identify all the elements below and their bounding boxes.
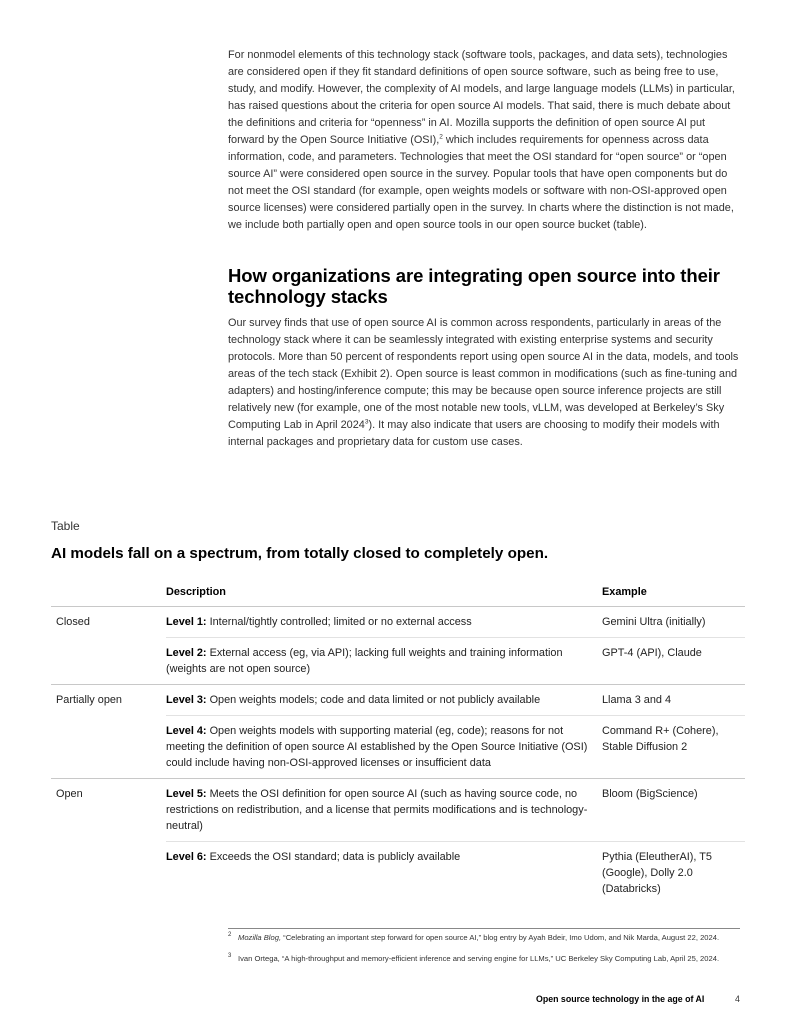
level-description: Internal/tightly controlled; limited or no external access	[206, 616, 472, 628]
row-category	[51, 638, 166, 685]
row-example: Gemini Ultra (initially)	[602, 607, 745, 638]
section-paragraph	[228, 315, 743, 451]
row-example: Bloom (BigScience)	[602, 779, 745, 842]
intro-paragraph	[228, 47, 743, 234]
level-label: Level 2:	[166, 647, 207, 659]
intro-text-continued: which includes requirements for openness across data information, code, and parameters. Technologies that meet the OSI standard for “open source” or “open source AI” were considered open source in the survey. Popular tools that have open components but do not meet the OSI standard (for example, open weights models or software with non-OSI-approved open source licenses) were considered partially open in the survey. In charts where the distinction is not made, we include both partially open and open source tools in our open source bucket (table).	[228, 134, 734, 231]
level-description: Open weights models; code and data limited or not publicly available	[206, 694, 541, 706]
footer-title: Open source technology in the age of AI	[536, 994, 705, 1004]
table-row	[51, 716, 745, 779]
row-description	[166, 779, 602, 842]
level-label: Level 1:	[166, 616, 207, 628]
footnote-text	[228, 932, 740, 943]
table-row	[51, 685, 745, 716]
header-description: Description	[166, 586, 226, 598]
row-category: Closed	[51, 607, 166, 638]
level-label: Level 6:	[166, 851, 207, 863]
level-description: Exceeds the OSI standard; data is publicly available	[206, 851, 461, 863]
footnote-2	[228, 932, 740, 943]
row-description	[166, 685, 602, 716]
header-category	[51, 578, 166, 607]
page-number: 4	[735, 994, 740, 1004]
level-label: Level 3:	[166, 694, 207, 706]
table-row	[51, 607, 745, 638]
level-label: Level 5:	[166, 788, 207, 800]
row-description	[166, 716, 602, 779]
row-category: Open	[51, 779, 166, 842]
row-example: Llama 3 and 4	[602, 685, 745, 716]
table-title: AI models fall on a spectrum, from totally closed to completely open.	[51, 545, 549, 562]
footnote-source: Mozilla Blog,	[238, 933, 282, 942]
level-description: External access (eg, via API); lacking full weights and training information (weights are not open source)	[166, 647, 563, 675]
row-example: GPT-4 (API), Claude	[602, 638, 745, 685]
level-description: Meets the OSI definition for open source AI (such as having source code, no restrictions on redistribution, and a license that permits modifications and is technology-neutral)	[166, 788, 588, 832]
row-category	[51, 842, 166, 905]
table-label: Table	[51, 519, 80, 533]
level-label: Level 4:	[166, 725, 207, 737]
intro-text: For nonmodel elements of this technology stack (software tools, packages, and data sets), technologies are considered open if they fit standard definitions of open source software, such as being free to use, study, and modify. However, the complexity of AI models, and large language models (LLMs) in particular, has raised questions about the criteria for open source AI models. That said, there is much debate about the definitions and criteria for “openness” in AI. Mozilla supports the definition of open source AI put forward by the Open Source Initiative (OSI),	[228, 49, 735, 146]
level-description: Open weights models with supporting material (eg, code); reasons for not meeting the definition of open source AI established by the Open Source Initiative (OSI) could include having non-OSI-approved licenses or insufficient data	[166, 725, 588, 769]
section-text: Our survey finds that use of open source AI is common across respondents, particularly in areas of the technology stack where it can be seamlessly integrated with existing enterprise systems and security protocols. More than 50 percent of respondents report using open source AI in the data, models, and tools areas of the tech stack (Exhibit 2). Open source is least common in modifications (such as fine-tuning and adapters) and hosting/inference compute; this may be because open source inference projects are still relatively new (for example, one of the most notable new tools, vLLM, was developed at Berkeley’s Sky Computing Lab in April 2024	[228, 317, 739, 431]
openness-spectrum-table	[51, 578, 745, 904]
section-text-continued: ). It may also indicate that users are choosing to modify their models with internal packages and proprietary data for custom use cases.	[228, 419, 720, 448]
table-row	[51, 638, 745, 685]
footnote-number: 3	[228, 953, 232, 959]
row-example: Pythia (EleutherAI), T5 (Google), Dolly 2.0 (Databricks)	[602, 842, 745, 905]
row-description	[166, 607, 602, 638]
table-header-row	[51, 578, 745, 607]
footnote-body: Ivan Ortega, “A high-throughput and memory-efficient inference and serving engine for LLMs,” UC Berkeley Sky Computing Lab, April 25, 2024.	[238, 954, 720, 963]
row-category	[51, 716, 166, 779]
header-example: Example	[602, 586, 647, 598]
row-category: Partially open	[51, 685, 166, 716]
row-description	[166, 842, 602, 905]
row-description	[166, 638, 602, 685]
row-example: Command R+ (Cohere), Stable Diffusion 2	[602, 716, 745, 779]
table-row	[51, 779, 745, 842]
footnote-3	[228, 953, 740, 964]
section-heading: How organizations are integrating open source into their technology stacks	[228, 265, 720, 307]
footnote-text	[228, 953, 740, 964]
footnote-ref-3[interactable]: 3	[364, 418, 369, 426]
footnote-body: “Celebrating an important step forward for open source AI,” blog entry by Ayah Bdeir, Imo Udom, and Nik Marda, August 22, 2024.	[281, 933, 720, 942]
footnote-number: 2	[228, 932, 232, 938]
table-row	[51, 842, 745, 905]
footnote-ref-2[interactable]: 2	[439, 133, 443, 141]
footnote-divider	[228, 928, 740, 929]
